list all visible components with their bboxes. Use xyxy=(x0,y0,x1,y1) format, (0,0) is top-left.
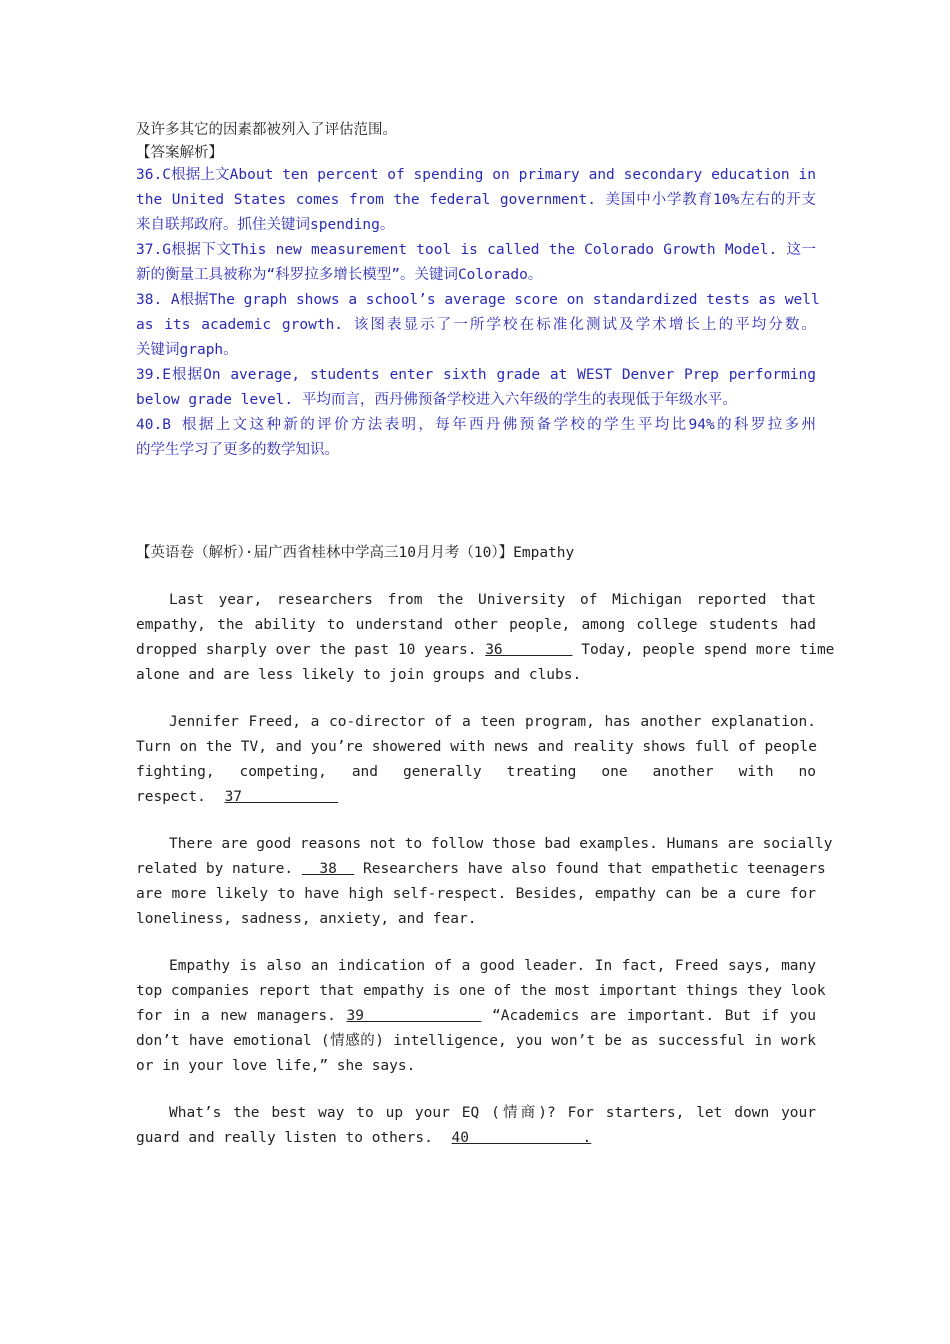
paragraph-3 xyxy=(136,832,833,932)
text-line: What’s the best way to up your EQ (情商)? For starters, let down your xyxy=(169,1105,816,1121)
paragraph-1 xyxy=(136,588,835,688)
text-line: Last year, researchers from the University of Michigan reported that xyxy=(169,592,816,608)
answer-line: 关键词graph。 xyxy=(136,342,238,358)
text-line: Turn on the TV, and you’re showered with news and reality shows full of people xyxy=(136,739,817,755)
text-line xyxy=(136,857,826,882)
blank-39: 39 xyxy=(346,1008,482,1024)
text-line xyxy=(136,785,816,810)
text-span: guard and really listen to others. xyxy=(136,1130,433,1146)
answer-line: 新的衡量工具被称为“科罗拉多增长模型”。关键词Colorado。 xyxy=(136,267,543,283)
text-line: fighting, competing, and generally treating one another with no xyxy=(136,764,816,780)
text-span: respect. xyxy=(136,789,206,805)
answer-line: as its academic growth. 该图表显示了一所学校在标准化测试及学术增长上的平均分数。 xyxy=(136,317,816,333)
paragraph-4 xyxy=(136,954,826,1079)
text-line: There are good reasons not to follow those bad examples. Humans are socially xyxy=(169,836,833,852)
text-line xyxy=(136,1126,816,1151)
text-line: are more likely to have high self-respect. Besides, empathy can be a cure for xyxy=(136,886,816,902)
paragraph-2 xyxy=(136,710,816,810)
intro-line: 及许多其它的因素都被列入了评估范围。 xyxy=(136,122,397,138)
answer-line: 的学生学习了更多的数学知识。 xyxy=(136,442,339,458)
answer-line: 38. A根据The graph shows a school’s average score on standardized tests as well xyxy=(136,292,820,308)
blank-40: 40 . xyxy=(451,1130,592,1146)
text-line: loneliness, sadness, anxiety, and fear. xyxy=(136,911,477,927)
text-span: “Academics are important. But if you xyxy=(492,1008,816,1024)
text-line: top companies report that empathy is one of the most important things they look xyxy=(136,983,826,999)
text-line: Empathy is also an indication of a good leader. In fact, Freed says, many xyxy=(169,958,816,974)
text-line xyxy=(136,1004,816,1029)
text-line: don’t have emotional (情感的) intelligence, you won’t be as successful in work xyxy=(136,1033,816,1049)
answer-37 xyxy=(136,238,816,288)
text-span: related by nature. xyxy=(136,861,294,877)
passage-title: 【英语卷（解析）·届广西省桂林中学高三10月月考（10）】Empathy xyxy=(136,545,575,561)
text-line: Jennifer Freed, a co-director of a teen program, has another explanation. xyxy=(169,714,816,730)
text-line: alone and are less likely to join groups and clubs. xyxy=(136,667,582,683)
text-span: for in a new managers. xyxy=(136,1008,336,1024)
answer-line: 39.E根据On average, students enter sixth grade at WEST Denver Prep performing xyxy=(136,367,816,383)
blank-38: 38 xyxy=(301,861,355,877)
answer-line: 36.C根据上文About ten percent of spending on primary and secondary education in xyxy=(136,167,816,183)
answer-36 xyxy=(136,163,816,238)
answer-40 xyxy=(136,413,816,463)
answer-line: 来自联邦政府。抓住关键词spending。 xyxy=(136,217,395,233)
answer-line: 37.G根据下文This new measurement tool is called the Colorado Growth Model. 这一 xyxy=(136,242,816,258)
blank-36: 36 xyxy=(485,642,573,658)
text-span: dropped sharply over the past 10 years. xyxy=(136,642,477,658)
text-span: Today, people spend more time xyxy=(581,642,835,658)
text-line: or in your love life,” she says. xyxy=(136,1058,416,1074)
answer-line: 40.B 根据上文这种新的评价方法表明，每年西丹佛预备学校的学生平均比94%的科罗拉多州 xyxy=(136,417,816,433)
text-span: Researchers have also found that empathetic teenagers xyxy=(363,861,826,877)
paragraph-5 xyxy=(136,1101,816,1151)
answer-line: below grade level. 平均而言，西丹佛预备学校进入六年级的学生的表现低于年级水平。 xyxy=(136,392,737,408)
document-page xyxy=(136,118,835,1151)
answer-analysis-heading: 【答案解析】 xyxy=(136,145,223,161)
text-line: empathy, the ability to understand other people, among college students had xyxy=(136,617,816,633)
answer-line: the United States comes from the federal government. 美国中小学教育10%左右的开支 xyxy=(136,192,816,208)
answer-38 xyxy=(136,288,820,363)
blank-37: 37 xyxy=(224,789,339,805)
answer-39 xyxy=(136,363,816,413)
text-line xyxy=(136,638,835,663)
